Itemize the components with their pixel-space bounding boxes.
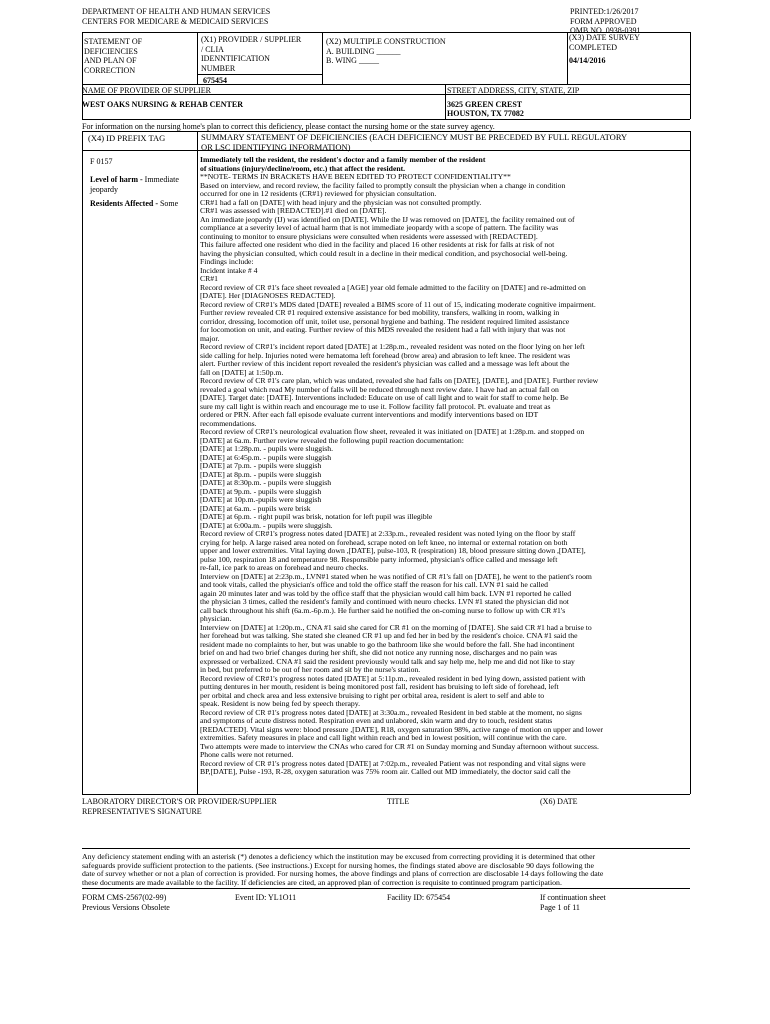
- summary-line: her forehead but was talking. She stated she cleaned CR #1 up and fed her in bed by the resident's choice. CNA #1 said the: [200, 632, 578, 640]
- summary-line: corridor, dressing, locomotion off unit, toilet use, personal hygiene and bathing. The resident required limited assistance: [200, 317, 570, 326]
- level-of-harm: [90, 175, 179, 194]
- summary-line: Record review of CR #1's progress notes dated [DATE] at 3:30a.m., revealed Resident in bed stable at the moment, no signs: [200, 708, 582, 717]
- summary-line: and symptoms of acute distress noted. Respiration even and unlabored, skin warm and dry to touch, resident status: [200, 717, 553, 725]
- summary-line: [DATE] at 1:28p.m. - pupils were sluggish.: [200, 445, 334, 453]
- summary-line: Immediately tell the resident, the resident's doctor and a family member of the resident: [200, 156, 486, 164]
- top-table-bottom-border: [82, 119, 690, 120]
- summary-line: [DATE] at 6a.m. Further review revealed the following pupil reaction documentation:: [200, 436, 464, 445]
- summary-line: Record review of CR#1's progress notes dated [DATE] at 5:11p.m., revealed resident in bed lying down, assisted patient with: [200, 674, 586, 683]
- summary-line: occurred for one in 12 residents (CR#1) reviewed for physician consultation.: [200, 190, 437, 198]
- summary-line: Record review of CR#1's neurological evaluation flow sheet, revealed it was initiated on [DATE] at 1:28p.m. and stopped on: [200, 428, 585, 436]
- summary-line: [REDACTED]. Vital signs were: blood pressure ,[DATE], R18, oxygen saturation 98%, active range of motion on upper and lower: [200, 725, 604, 734]
- summary-line: call back throughout his shift (6a.m.-6p.m.). He further said he notified the on-coming nurse to follow up with CR #1's: [200, 606, 566, 615]
- summary-line: [DATE] at 6a.m. - pupils were brisk: [200, 504, 311, 513]
- address-line-2: HOUSTON, TX 77082: [447, 109, 524, 118]
- summary-line: Record review of CR#1's progress notes dated [DATE] at 2:33p.m., revealed resident was noted lying on the floor by staff: [200, 530, 576, 538]
- summary-line: [DATE] at 6:00a.m. - pupils were sluggish.: [200, 521, 333, 530]
- summary-line: Record review of CR #1's face sheet revealed a [AGE] year old female admitted to the facility on [DATE] and re-admitted on: [200, 283, 586, 292]
- summary-line: [DATE] at 8:30p.m. - pupils were sluggish: [200, 479, 332, 487]
- summary-line: alert. Further review of this incident report revealed the resident's physician was called and a message was left about the: [200, 360, 570, 368]
- residents-value: Some: [159, 199, 179, 208]
- form-approved: FORM APPROVED: [570, 16, 637, 26]
- summary-line: resident made no complaints to her, but was unable to go the bathroom like she would before the fall. She had incontinent: [200, 640, 575, 649]
- continuation-sheet: If continuation sheet: [540, 893, 606, 902]
- provider-name-label: NAME OF PROVIDER OF SUPPLIER: [82, 86, 211, 95]
- summary-line: This failure affected one resident who died in the facility and placed 16 other residents at risk for falls at risk of not: [200, 241, 555, 249]
- disclaimer-text: Any deficiency statement ending with an asterisk (*) denotes a deficiency which the institution may be excused from correcting providing it is determined that other safeguards provide sufficient protection to the patients. (See instructions.) Except for nursing homes, the findings stated above are disclosable 90 days following the date of survey whether or not a plan of correction is provided. For nursing homes, the above findings and plans of correction are disclosable 14 days following the date these documents are made available to the facility. If deficiencies are cited, an approved plan of correction is requisite to continued program participation.: [82, 852, 604, 888]
- facility-id: Facility ID: 675454: [387, 893, 451, 902]
- omb-number: OMB NO. 0938-0391: [570, 26, 641, 36]
- main-table-bottom-border: [82, 794, 690, 795]
- top-table-right-border: [690, 32, 691, 119]
- page-number: Page 1 of 11: [540, 902, 580, 912]
- footer-form-block: [82, 893, 170, 912]
- summary-line: per orbital and check area and less extensive bruising to right per orbital area, resident is alert to self and able to: [200, 691, 545, 700]
- x1-left-border: [197, 32, 198, 84]
- summary-line: Record review of CR#1's MDS dated [DATE] revealed a BIMS score of 11 out of 15, indicating moderate cognitive impairment.: [200, 300, 596, 309]
- harm-value-line-2: jeopardy: [90, 184, 118, 194]
- deficiency-summary-text: [200, 156, 688, 777]
- x3-label: (X3) DATE SURVEY COMPLETED: [569, 33, 640, 52]
- summary-line: An immediate jeopardy (IJ) was identified on [DATE]. While the IJ was removed on [DATE], the facility remained out of: [200, 215, 575, 224]
- summary-line: sure my call light is within reach and encourage me to use it. Follow facility fall protocol. Pt. evaluate and treat as: [200, 402, 551, 411]
- address-line-1: 3625 GREEN CREST: [447, 100, 523, 109]
- summary-line: speak. Resident is now being fed by speech therapy.: [200, 700, 361, 708]
- summary-line: [DATE] at 9p.m. - pupils were sluggish: [200, 487, 322, 496]
- previous-versions: Previous Versions Obsolete: [82, 902, 170, 912]
- summary-line: physician.: [200, 615, 232, 623]
- summary-line: crying for help. A large raised area noted on forehead, scrape noted on left knee, no internal or external rotation on both: [200, 538, 568, 547]
- x1-value: 675454: [203, 76, 227, 85]
- summary-line: major.: [200, 334, 220, 343]
- summary-line: BP,[DATE], Pulse -193, R-28, oxygen saturation was 75% room air. Called out MD immediately, the doctor said call the: [200, 768, 571, 776]
- agency-header: [82, 7, 270, 26]
- summary-line: the physician 3 times, called the resident's family and continued with neuro checks. LVN #1 stated the physician did not: [200, 598, 569, 606]
- residents-label: Residents Affected -: [90, 199, 160, 208]
- summary-line: fall on [DATE] at 1:50p.m.: [200, 368, 284, 377]
- address-left-border: [445, 84, 446, 119]
- title-label: TITLE: [387, 797, 410, 806]
- summary-line: CR#1: [200, 275, 218, 283]
- residents-affected: [90, 199, 178, 209]
- harm-value: Immediate: [144, 175, 179, 184]
- summary-line: recommendations.: [200, 419, 257, 428]
- x3-left-border: [567, 32, 568, 84]
- x2-wing: B. WING _____: [326, 56, 379, 66]
- summary-line: extremities. Safety measures in place and call light within reach and bed in lowest position, will continue with the care.: [200, 734, 567, 742]
- form-number: FORM CMS-2567(02-99): [82, 893, 167, 902]
- summary-line: Record review of CR #1's care plan, which was undated, revealed she had falls on [DATE], [DATE], and [DATE]. Further review: [200, 377, 599, 385]
- x2-building: A. BUILDING ______: [326, 46, 401, 56]
- x2-label: (X2) MULTIPLE CONSTRUCTION: [326, 37, 446, 46]
- summary-line: of situations (injury/decline/room, etc.) that affect the resident.: [200, 164, 406, 173]
- summary-line: Record review of CR #1's progress notes dated [DATE] at 7:02p.m., revealed Patient was not responding and vital signs were: [200, 759, 586, 768]
- summary-line: compliance at a severity level of actual harm that is not immediate jeopardy with a scope of pattern. The facility was: [200, 224, 559, 232]
- summary-line: side calling for help. Injuries noted were hematoma left forehead (brow area) and abrasion to left knee. The resident was: [200, 351, 571, 360]
- summary-line: [DATE] at 8p.m. - pupils were sluggish: [200, 470, 322, 479]
- x4-column-header: (X4) ID PREFIX TAG: [88, 133, 166, 143]
- summary-line: upper and lower extremities. Vital laying down ,[DATE], pulse-103, R (respiration) 18, blood pressure sitting down ,[DATE],: [200, 547, 586, 555]
- summary-line: [DATE]. Target date: [DATE]. Interventions included: Educate on use of call light and to wait for staff to come help. Be: [200, 394, 569, 402]
- summary-line: continuing to monitor to ensure physicians were consulted when residents were assessed with [REDACTED].: [200, 232, 538, 241]
- summary-line: Two attempts were made to interview the CNAs who cared for CR #1 on Sunday morning and Sunday afternoon without success.: [200, 742, 599, 751]
- x3-value: 04/14/2016: [569, 56, 606, 65]
- summary-line: pulse 100, respiration 18 and temperature 98. Responsible party informed, physician's office called and message left: [200, 555, 558, 564]
- summary-line: Based on interview, and record review, the facility failed to promptly consult the physician when a change in condition: [200, 181, 566, 190]
- disclaimer-bottom-border: [82, 888, 690, 889]
- main-table-right-border: [690, 131, 691, 794]
- footer-continuation-block: [540, 893, 606, 912]
- x2-left-border: [322, 32, 323, 84]
- summary-column-header: SUMMARY STATEMENT OF DEFICIENCIES (EACH DEFICIENCY MUST BE PRECEDED BY FULL REGULATORY OR LSC IDENTIFYING INFORMATION): [201, 132, 628, 153]
- dept-line-1: DEPARTMENT OF HEALTH AND HUMAN SERVICES: [82, 7, 271, 16]
- dept-line-2: CENTERS FOR MEDICARE & MEDICAID SERVICES: [82, 16, 269, 26]
- summary-line: [DATE] at 10p.m.-pupils were sluggish: [200, 496, 322, 504]
- provider-name: WEST OAKS NURSING & REHAB CENTER: [82, 100, 243, 109]
- info-line: For information on the nursing home's plan to correct this deficiency, please contact the nursing home or the state survey agency.: [82, 122, 495, 131]
- address-label: STREET ADDRESS, CITY, STATE, ZIP: [447, 86, 580, 95]
- summary-line: CR#1 had a fall on [DATE] with head injury and the physician was not consulted promptly.: [200, 198, 482, 207]
- summary-line: Interview on [DATE] at 1:20p.m., CNA #1 said she cared for CR #1 on the morning of [DATE]. She said CR #1 had a bruise to: [200, 623, 592, 632]
- summary-line: Interview on [DATE] at 2:23p.m., LVN#1 stated when he was notified of CR #1's fall on [DATE], he went to the patient's room: [200, 572, 592, 581]
- f-tag: F 0157: [90, 157, 113, 166]
- summary-line: Incident intake # 4: [200, 266, 258, 275]
- x6-date-label: (X6) DATE: [540, 797, 578, 806]
- summary-line: **NOTE- TERMS IN BRACKETS HAVE BEEN EDITED TO PROTECT CONFIDENTIALITY**: [200, 173, 511, 181]
- summary-line: [DATE] at 7p.m. - pupils were sluggish: [200, 462, 322, 470]
- summary-line: expressed or verbalized. CNA #1 said the resident previously would talk and say help me, help me and did not like to stay: [200, 657, 575, 666]
- statement-label: STATEMENT OF DEFICIENCIES AND PLAN OF CORRECTION: [84, 37, 143, 75]
- summary-line: and took vitals, called the physician's office and told the office staff the reason for his call. LVN #1 said he called: [200, 581, 549, 589]
- summary-line: having the physician consulted, which could result in a decline in their medical condition, and psychosocial well-being.: [200, 249, 568, 258]
- summary-line: again 20 minutes later and was told by the office staff that the physician would call him back. LVN #1 reported he called: [200, 589, 572, 598]
- summary-line: in bed, but preferred to be out of her room and sit by the nurse's station.: [200, 666, 421, 674]
- director-signature-label: LABORATORY DIRECTOR'S OR PROVIDER/SUPPLIER REPRESENTATIVE'S SIGNATURE: [82, 797, 277, 816]
- summary-line: Further review revealed CR #1 required extensive assistance for bed mobility, transfers, walking in room, walking in: [200, 309, 560, 317]
- harm-label: Level of harm -: [90, 175, 145, 184]
- main-table-left-border: [82, 131, 83, 794]
- summary-line: for locomotion on unit, and eating. Further review of this MDS revealed the resident had a fall with injury that was not: [200, 326, 566, 334]
- summary-line: [DATE] at 6p.m. - right pupil was brisk, notation for left pupil was illegible: [200, 513, 433, 521]
- summary-line: revealed a goal which read My number of falls will be reduced through next review date. I have had an actual fall on: [200, 385, 559, 394]
- summary-line: ordered or PRN. After each fall episode evaluate current interventions and modify interventions based on IDT: [200, 411, 539, 419]
- summary-line: putting dentures in her mouth, resident is being monitored post fall, resident has bruising to left side of forehead, left: [200, 683, 559, 691]
- summary-line: [DATE]. Her [DIAGNOSES REDACTED].: [200, 292, 336, 300]
- top-table-mid-border: [82, 84, 690, 85]
- summary-line: re-fall, ice park to areas on forehead and neuro checks.: [200, 564, 369, 572]
- summary-line: Phone calls were not returned.: [200, 751, 294, 759]
- summary-line: brief on and had two brief changes during her shift, she did not notice any running nose, discharges and no pain was: [200, 649, 558, 657]
- summary-line: Findings include:: [200, 258, 254, 266]
- summary-line: [DATE] at 6:45p.m. - pupils were sluggish: [200, 453, 332, 462]
- x1-divider: [197, 74, 322, 75]
- x1-label: (X1) PROVIDER / SUPPLIER / CLIA IDENNTIFICATION NUMBER: [201, 35, 302, 73]
- summary-line: Record review of CR#1's incident report dated [DATE] at 1:28p.m., revealed resident was noted on the floor lying on her left: [200, 343, 585, 351]
- event-id: Event ID: YL1O11: [235, 893, 297, 902]
- x2-block: [326, 37, 446, 66]
- main-table-col-divider: [197, 131, 198, 794]
- disclaimer-top-border: [82, 848, 690, 849]
- printed-date: PRINTED:1/26/2017: [570, 7, 639, 16]
- summary-line: CR#1 was assessed with [REDACTED].#1 died on [DATE].: [200, 207, 387, 215]
